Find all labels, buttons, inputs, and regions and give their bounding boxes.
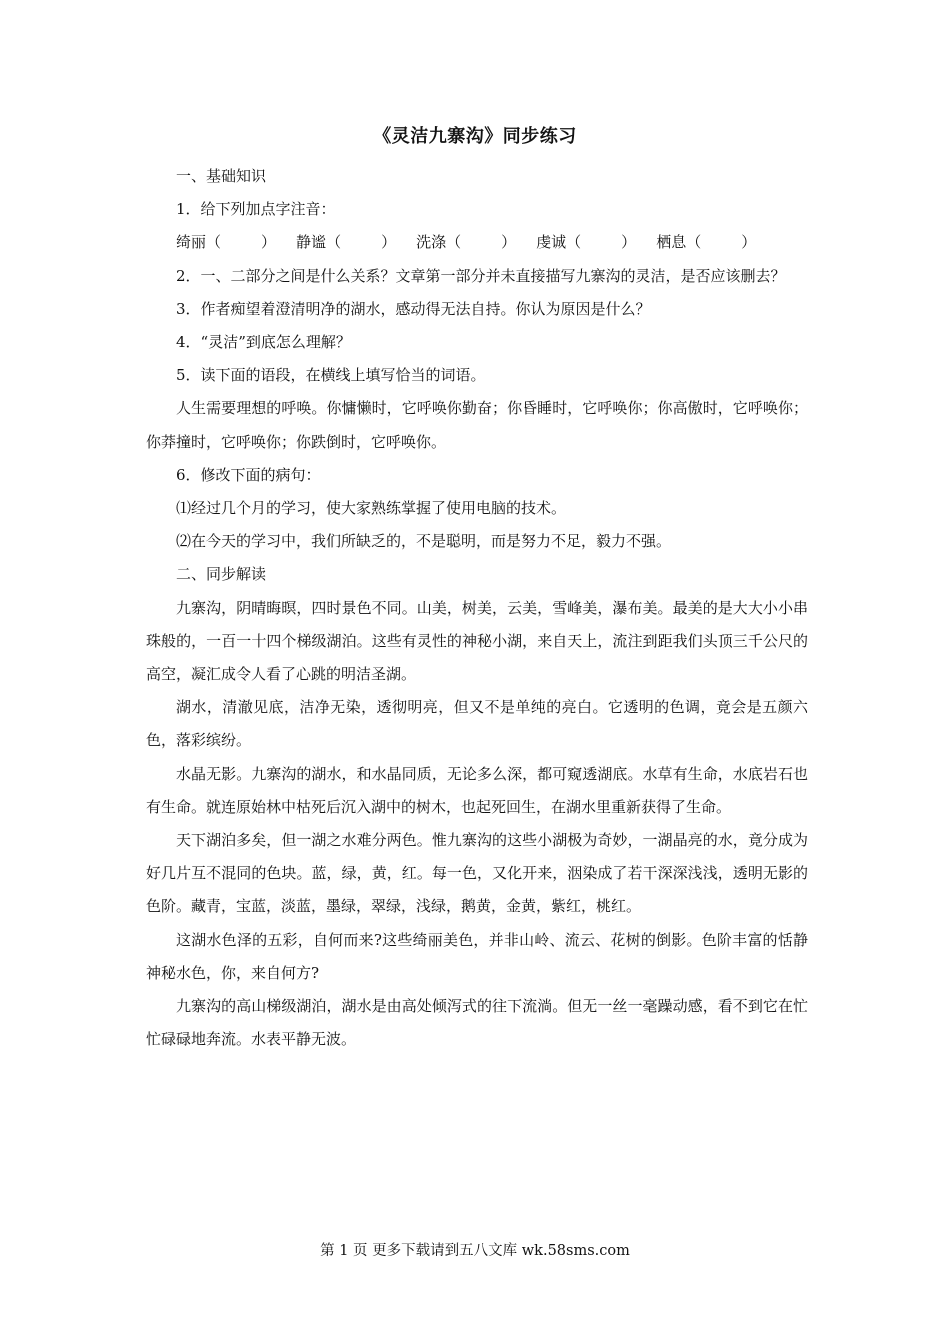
close-paren: ）	[621, 233, 637, 252]
document-body	[146, 160, 808, 1056]
question-5-passage: 人生需要理想的呼唤。你慵懒时，它呼唤你勤奋；你昏睡时，它呼唤你；你高傲时，它呼唤你；你莽撞时，它呼唤你；你跌倒时，它呼唤你。	[146, 399, 808, 451]
pinyin-item	[536, 226, 636, 259]
question-5-label: 5．读下面的语段，在横线上填写恰当的词语。	[176, 366, 486, 385]
question-2: 2．一、二部分之间是什么关系？文章第一部分并未直接描写九寨沟的灵洁，是否应该删去？	[176, 266, 786, 285]
pinyin-item	[656, 226, 756, 259]
reading-paragraph: 水晶无影。九寨沟的湖水，和水晶同质，无论多么深，都可窥透湖底。水草有生命，水底岩石也有生命。就连原始林中枯死后沉入湖中的树木，也起死回生，在湖水里重新获得了生命。	[146, 764, 808, 816]
question-6-sentence-1: ⑴经过几个月的学习，使大家熟练掌握了使用电脑的技术。	[176, 499, 567, 518]
reading-paragraph: 九寨沟，阴晴晦暝，四时景色不同。山美，树美，云美，雪峰美，瀑布美。最美的是大大小小串珠般的，一百一十四个梯级湖泊。这些有灵性的神秘小湖，来自天上，流注到距我们头顶三千公尺的高空，凝汇成令人看了心跳的明洁圣湖。	[146, 598, 808, 684]
pinyin-word-list	[176, 226, 808, 259]
word: 绮丽	[176, 233, 207, 252]
reading-paragraph: 天下湖泊多矣，但一湖之水难分两色。惟九寨沟的这些小湖极为奇妙，一湖晶亮的水，竟分成为好几片互不混同的色块。蓝，绿，黄，红。每一色，又化开来，洇染成了若干深深浅浅，透明无影的色阶。藏青，宝蓝，淡蓝，墨绿，翠绿，浅绿，鹅黄，金黄，紫红，桃红。	[146, 831, 808, 916]
section-heading-basic: 一、基础知识	[176, 167, 267, 185]
word: 洗涤	[416, 233, 447, 252]
question-4: 4．“灵洁”到底怎么理解？	[176, 333, 351, 352]
open-paren: （	[686, 233, 702, 252]
reading-paragraph: 湖水，清澈见底，洁净无染，透彻明亮，但又不是单纯的亮白。它透明的色调，竟会是五颜六色，落彩缤纷。	[146, 698, 808, 750]
question-6-sentence-2: ⑵在今天的学习中，我们所缺乏的，不是聪明，而是努力不足，毅力不强。	[176, 532, 672, 551]
reading-paragraph: 这湖水色泽的五彩，自何而来?这些绮丽美色，并非山岭、流云、花树的倒影。色阶丰富的恬静神秘水色，你，来自何方?	[146, 930, 808, 982]
pinyin-item	[176, 226, 276, 259]
close-paren: ）	[381, 233, 397, 252]
close-paren: ）	[261, 233, 277, 252]
section-heading-reading: 二、同步解读	[176, 565, 267, 584]
open-paren: （	[206, 233, 222, 252]
open-paren: （	[326, 233, 342, 252]
page-footer: 第 1 页 更多下载请到五八文库 wk.58sms.com	[320, 1243, 630, 1259]
word: 虔诚	[536, 233, 567, 252]
open-paren: （	[446, 233, 462, 252]
question-1-label: 1．给下列加点字注音：	[176, 200, 336, 219]
close-paren: ）	[741, 233, 757, 252]
reading-paragraph: 九寨沟的高山梯级湖泊，湖水是由高处倾泻式的往下流淌。但无一丝一毫躁动感，看不到它在忙忙碌碌地奔流。水表平静无波。	[146, 997, 808, 1049]
question-6-label: 6．修改下面的病句：	[176, 465, 321, 484]
question-3: 3．作者痴望着澄清明净的湖水，感动得无法自持。你认为原因是什么？	[176, 299, 651, 318]
close-paren: ）	[501, 233, 517, 252]
pinyin-item	[296, 226, 396, 259]
word: 栖息	[656, 233, 687, 252]
pinyin-item	[416, 226, 516, 259]
word: 静谧	[296, 233, 327, 252]
open-paren: （	[566, 233, 582, 252]
page-title: 《灵洁九寨沟》同步练习	[373, 126, 577, 147]
